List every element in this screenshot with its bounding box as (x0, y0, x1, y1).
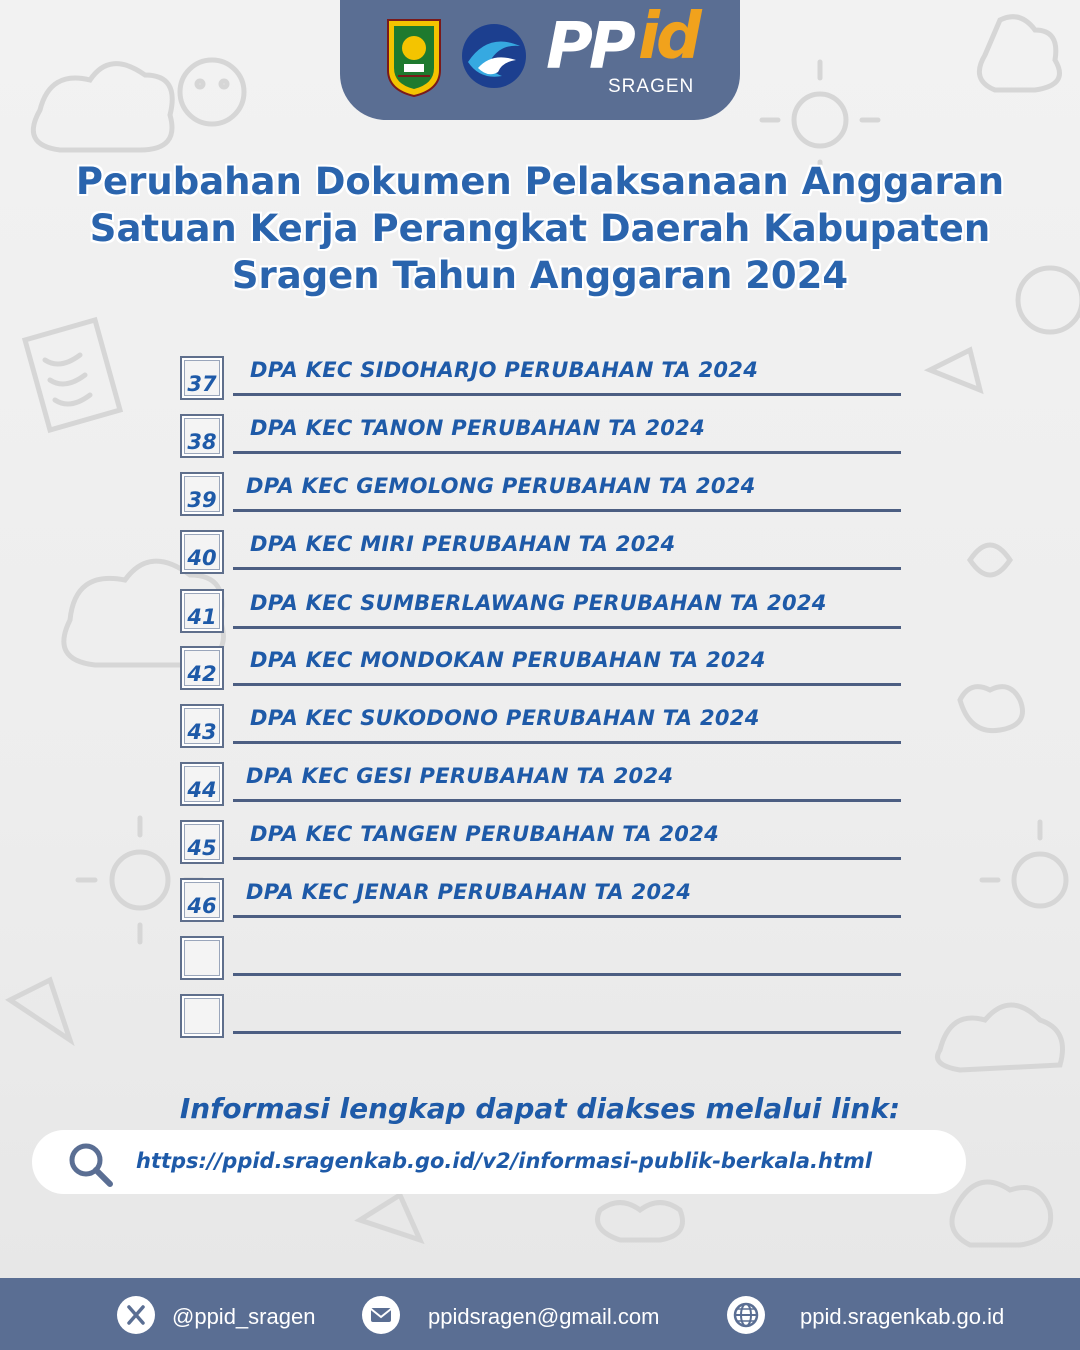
list-item-empty (180, 994, 902, 1040)
ppid-logo-subtitle: SRAGEN (608, 76, 695, 97)
number-box (180, 704, 224, 748)
mail-icon (362, 1296, 400, 1334)
number-box (180, 994, 224, 1038)
info-link[interactable]: https://ppid.sragenkab.go.id/v2/informasi-publik-berkala.html (136, 1149, 873, 1173)
footer-bar (0, 1278, 1080, 1350)
item-number: 42 (187, 662, 217, 686)
list-item-empty (180, 936, 902, 982)
number-box (180, 356, 224, 400)
x-icon (117, 1296, 155, 1334)
underline (233, 973, 901, 976)
underline (233, 683, 901, 686)
item-label: DPA KEC JENAR PERUBAHAN TA 2024 (246, 880, 692, 904)
kominfo-logo-icon (458, 22, 530, 90)
item-number: 40 (187, 546, 217, 570)
list-item (180, 589, 902, 635)
item-label: DPA KEC SIDOHARJO PERUBAHAN TA 2024 (250, 358, 759, 382)
item-number: 38 (187, 430, 217, 454)
footer-website[interactable]: ppid.sragenkab.go.id (800, 1304, 1005, 1329)
item-label: DPA KEC MIRI PERUBAHAN TA 2024 (250, 532, 676, 556)
footer-email[interactable]: ppidsragen@gmail.com (428, 1304, 660, 1329)
item-number: 43 (187, 720, 217, 744)
list-item (180, 646, 902, 692)
underline (233, 626, 901, 629)
item-number: 37 (187, 372, 217, 396)
underline (233, 799, 901, 802)
item-number: 39 (187, 488, 217, 512)
item-label: DPA KEC MONDOKAN PERUBAHAN TA 2024 (250, 648, 766, 672)
item-label: DPA KEC SUKODONO PERUBAHAN TA 2024 (250, 706, 760, 730)
list-item (180, 820, 902, 866)
item-label: DPA KEC TANGEN PERUBAHAN TA 2024 (250, 822, 720, 846)
item-number: 41 (187, 605, 217, 629)
number-box (180, 472, 224, 516)
underline (233, 393, 901, 396)
link-bar[interactable] (32, 1130, 966, 1194)
page-title (40, 158, 1040, 299)
header-tab (340, 0, 740, 120)
title-line-1: Perubahan Dokumen Pelaksanaan Anggaran (75, 160, 1005, 203)
underline (233, 741, 901, 744)
info-heading: Informasi lengkap dapat diakses melalui link: (179, 1092, 901, 1125)
number-box (180, 878, 224, 922)
list-item (180, 704, 902, 750)
number-box (180, 820, 224, 864)
list-item (180, 356, 902, 402)
underline (233, 1031, 901, 1034)
list-item (180, 472, 902, 518)
item-number: 44 (187, 778, 217, 802)
item-label: DPA KEC SUMBERLAWANG PERUBAHAN TA 2024 (250, 591, 827, 615)
number-box (180, 646, 224, 690)
ppid-logo-text: PP (546, 10, 632, 84)
sragen-emblem-icon (384, 14, 444, 98)
item-number: 45 (187, 836, 217, 860)
number-box (180, 936, 224, 980)
item-number: 46 (187, 894, 217, 918)
number-box (180, 589, 224, 633)
list-item (180, 414, 902, 460)
underline (233, 567, 901, 570)
ppid-logo-id: id (638, 0, 698, 74)
list-item (180, 762, 902, 808)
number-box (180, 414, 224, 458)
globe-icon (727, 1296, 765, 1334)
item-label: DPA KEC GESI PERUBAHAN TA 2024 (246, 764, 674, 788)
item-label: DPA KEC TANON PERUBAHAN TA 2024 (250, 416, 705, 440)
ppid-logo (546, 0, 716, 106)
footer-x-handle[interactable]: @ppid_sragen (172, 1304, 316, 1329)
title-line-2: Satuan Kerja Perangkat Daerah Kabupaten (89, 207, 991, 250)
list-item (180, 878, 902, 924)
underline (233, 509, 901, 512)
list-item (180, 530, 902, 576)
item-label: DPA KEC GEMOLONG PERUBAHAN TA 2024 (246, 474, 756, 498)
number-box (180, 530, 224, 574)
search-icon (66, 1140, 114, 1188)
title-line-3: Sragen Tahun Anggaran 2024 (231, 254, 849, 297)
number-box (180, 762, 224, 806)
underline (233, 857, 901, 860)
underline (233, 451, 901, 454)
underline (233, 915, 901, 918)
